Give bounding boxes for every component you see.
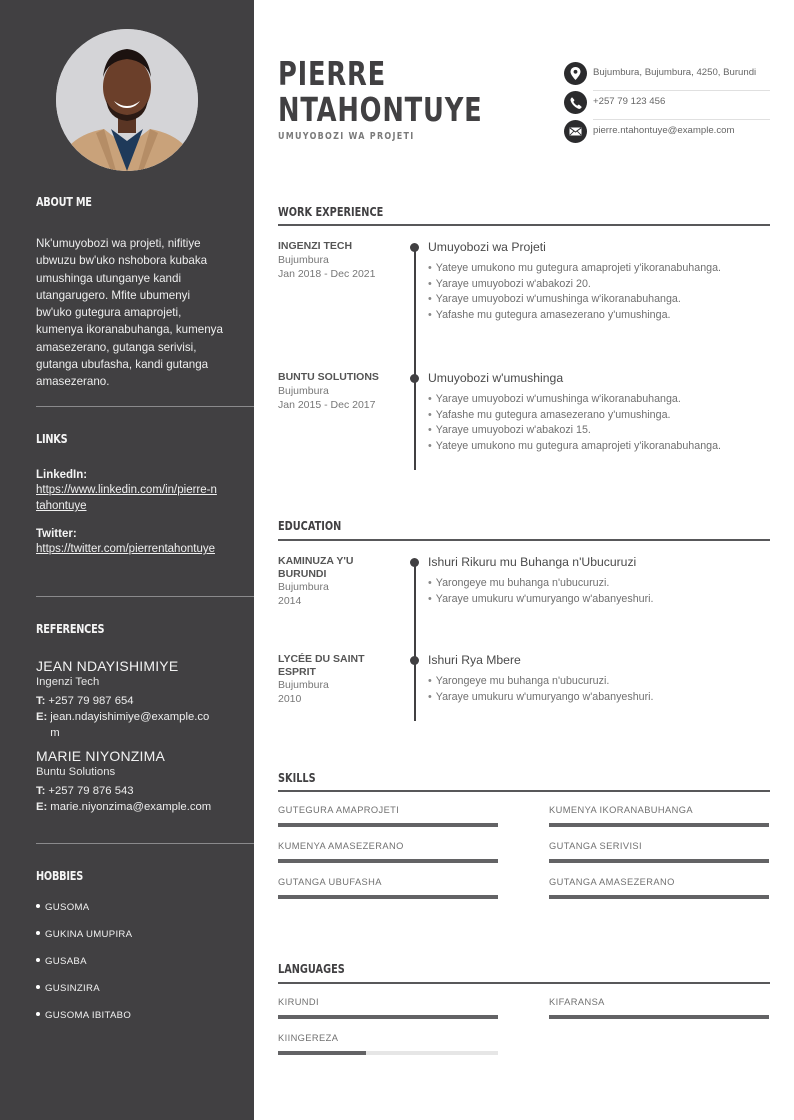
bullet-icon [36, 985, 40, 989]
bullet-item: • Yateye umukono mu gutegura amaprojeti y'ikoranabuhanga. [428, 261, 770, 277]
link-item-twitter [36, 528, 254, 557]
dates: Jan 2018 - Dec 2021 [278, 267, 376, 280]
section-rule [278, 982, 770, 984]
school-name: LYCÉE DU SAINT ESPRIT [278, 653, 365, 678]
role-title: Umuyobozi w'umushinga [428, 371, 564, 385]
timeline-dot-icon [410, 243, 419, 252]
section-rule [278, 539, 770, 541]
skill-item: GUTANGA AMASEZERANO [549, 877, 769, 887]
bullet-item: • Yateye umukono mu gutegura amaprojeti y'ikoranabuhanga. [428, 439, 770, 455]
skill-item: KUMENYA AMASEZERANO [278, 841, 498, 851]
job-title: UMUYOBOZI WA PROJETI [278, 131, 415, 142]
reference-name: JEAN NDAYISHIMIYE [36, 658, 179, 674]
skill-bar [549, 895, 769, 899]
language-item: KIINGEREZA [278, 1033, 498, 1043]
skill-bar [278, 895, 498, 899]
degree-title: Ishuri Rya Mbere [428, 653, 521, 667]
hobby-item: GUSOMA [36, 902, 89, 913]
timeline-line [414, 559, 416, 721]
phone-prefix: T: [36, 695, 46, 707]
location: Bujumbura [278, 679, 329, 691]
bullet-item: • Yaraye umukuru w'umuryango w'abanyeshuri. [428, 690, 770, 706]
hobby-item: GUSOMA IBITABO [36, 1010, 131, 1021]
reference-company: Ingenzi Tech [36, 676, 100, 688]
languages-title: LANGUAGES [278, 961, 345, 976]
contact-address: Bujumbura, Bujumbura, 4250, Burundi [564, 62, 770, 91]
link-item-linkedin [36, 469, 254, 514]
language-bar [278, 1051, 498, 1055]
hobbies-section [36, 867, 254, 1037]
bullet-item: • Yaraye umuyobozi w'abakozi 15. [428, 423, 770, 439]
language-item: KIFARANSA [549, 997, 769, 1007]
bullet-item: • Yarongeye mu buhanga n'ubucuruzi. [428, 674, 770, 690]
company-name: INGENZI TECH [278, 240, 353, 252]
references-title: REFERENCES [36, 621, 105, 636]
about-text: Nk'umuyobozi wa projeti, nifitiye ubwuzu bw'uko nshobora kubaka umushinga utunganye kandi utangarugero. Mfite ubumenyi bw'uko gutegura amaprojeti, kumenya ikoranabuhanga, kumenya amasezerano, gutanga serivisi, gutanga ubufasha, kandi gutanga amasezerano. [36, 237, 223, 389]
bullet-item: • Yafashe mu gutegura amasezerano y'umushinga. [428, 408, 770, 424]
bullet-list [428, 392, 770, 454]
person-photo-icon [56, 29, 198, 171]
reference-item [36, 658, 254, 741]
school-name: KAMINUZA Y'U BURUNDI [278, 555, 354, 580]
skill-bar [278, 823, 498, 827]
main-content [278, 0, 770, 1120]
work-experience-title: WORK EXPERIENCE [278, 204, 384, 219]
bullet-list [428, 576, 770, 607]
bullet-item: • Yaraye umuyobozi w'abakozi 20. [428, 277, 770, 293]
phone-prefix: T: [36, 785, 46, 797]
links-title: LINKS [36, 431, 68, 446]
skill-item: GUTEGURA AMAPROJETI [278, 805, 498, 815]
reference-item [36, 748, 254, 815]
email-prefix: E: [36, 801, 48, 813]
skill-bar [278, 859, 498, 863]
bullet-item: • Yarongeye mu buhanga n'ubucuruzi. [428, 576, 770, 592]
location: Bujumbura [278, 253, 329, 266]
reference-name: MARIE NIYONZIMA [36, 748, 166, 764]
about-section [36, 193, 254, 391]
contact-email: pierre.ntahontuye@example.com [564, 120, 770, 149]
degree-title: Ishuri Rikuru mu Buhanga n'Ubucuruzi [428, 555, 637, 569]
bullet-item: • Yaraye umuyobozi w'umushinga w'ikoranabuhanga. [428, 392, 770, 408]
twitter-label: Twitter: [36, 528, 77, 540]
bullet-item: • Yaraye umuyobozi w'umushinga w'ikoranabuhanga. [428, 292, 770, 308]
contact-phone: +257 79 123 456 [564, 91, 770, 120]
skill-item: GUTANGA SERIVISI [549, 841, 769, 851]
linkedin-link[interactable]: https://www.linkedin.com/in/pierre-ntahontuye [36, 484, 217, 512]
language-bar [549, 1015, 769, 1019]
skill-item: GUTANGA UBUFASHA [278, 877, 498, 887]
dates: 2010 [278, 693, 302, 705]
timeline-line [414, 244, 416, 470]
bullet-icon [36, 904, 40, 908]
bullet-item: • Yaraye umukuru w'umuryango w'abanyeshuri. [428, 592, 770, 608]
reference-phone: T: +257 79 876 543 [36, 785, 134, 797]
bullet-item: • Yafashe mu gutegura amasezerano y'umushinga. [428, 308, 770, 324]
divider [36, 596, 254, 597]
timeline-dot-icon [410, 558, 419, 567]
education-title: EDUCATION [278, 518, 342, 533]
reference-email: E: marie.niyonzima@example.com [36, 801, 212, 813]
divider [36, 843, 254, 844]
links-section [36, 430, 254, 557]
linkedin-label: LinkedIn: [36, 469, 88, 481]
skills-title: SKILLS [278, 770, 316, 785]
skill-item: KUMENYA IKORANABUHANGA [549, 805, 769, 815]
hobby-item: GUSINZIRA [36, 983, 100, 994]
bullet-icon [36, 958, 40, 962]
envelope-icon [564, 120, 587, 143]
twitter-link[interactable]: https://twitter.com/pierrentahontuye [36, 543, 215, 555]
skill-bar [549, 823, 769, 827]
bullet-icon [36, 931, 40, 935]
language-item: KIRUNDI [278, 997, 498, 1007]
reference-email: E: jean.ndayishimiye@example.com [36, 711, 210, 739]
section-rule [278, 790, 770, 792]
avatar [56, 29, 198, 171]
bullet-icon [36, 1012, 40, 1016]
location: Bujumbura [278, 384, 329, 397]
phone-icon [564, 91, 587, 114]
about-title: ABOUT ME [36, 194, 92, 209]
timeline-dot-icon [410, 656, 419, 665]
map-pin-icon [564, 62, 587, 85]
reference-company: Buntu Solutions [36, 766, 116, 778]
full-name: PIERRE NTAHONTUYE [278, 54, 483, 129]
company-name: BUNTU SOLUTIONS [278, 371, 379, 383]
hobby-item: GUSABA [36, 956, 87, 967]
hobby-item: GUKINA UMUPIRA [36, 929, 132, 940]
role-title: Umuyobozi wa Projeti [428, 240, 546, 254]
dates: Jan 2015 - Dec 2017 [278, 398, 376, 411]
reference-phone: T: +257 79 987 654 [36, 695, 134, 707]
bullet-list [428, 261, 770, 323]
section-rule [278, 224, 770, 226]
sidebar [0, 0, 254, 1120]
timeline-dot-icon [410, 374, 419, 383]
dates: 2014 [278, 595, 302, 607]
email-prefix: E: [36, 711, 48, 723]
language-bar [278, 1015, 498, 1019]
skill-bar [549, 859, 769, 863]
hobbies-title: HOBBIES [36, 868, 83, 883]
location: Bujumbura [278, 581, 329, 593]
references-section [36, 620, 254, 815]
divider [36, 406, 254, 407]
bullet-list [428, 674, 770, 705]
